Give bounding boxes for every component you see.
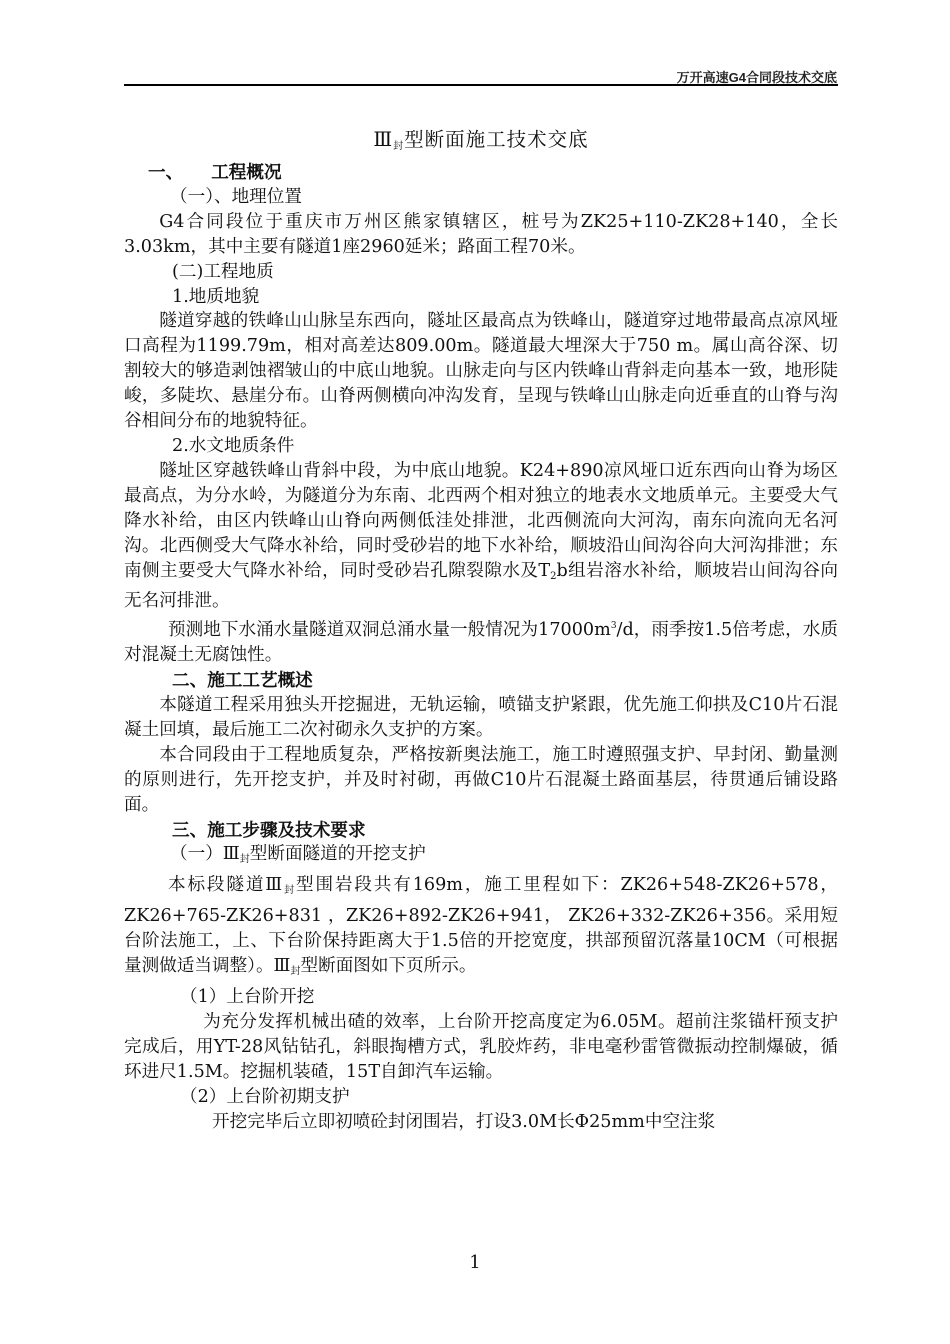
step-2-heading: （2）上台阶初期支护 xyxy=(180,1086,350,1107)
document-body xyxy=(124,160,838,1134)
paragraph-location: G4合同段位于重庆市万州区熊家镇辖区，桩号为ZK25+110-ZK28+140，全长3.03km，其中主要有隧道1座2960延米；路面工程70米。 xyxy=(124,211,838,257)
paragraph-step-1: 为充分发挥机械出碴的效率，上台阶开挖高度定为6.05M。超前注浆锚杆预支护完成后，用YT-28风钻钻孔，斜眼掏槽方式，乳胶炸药，非电毫秒雷管微振动控制爆破，循环进尺1.5M。挖掘机装碴，15T自卸汽车运输。 xyxy=(124,1011,838,1082)
page-number: 1 xyxy=(469,1252,481,1273)
item-landform: 1.地质地貌 xyxy=(172,286,260,307)
header-rule xyxy=(124,84,838,86)
section-1-number: 一、 xyxy=(148,162,184,182)
subheading-geology: (二)工程地质 xyxy=(172,261,274,282)
paragraph-process-1: 本隧道工程采用独头开挖掘进，无轨运输，喷锚支护紧跟，优先施工仰拱及C10片石混凝土回填，最后施工二次衬砌永久支护的方案。 xyxy=(124,695,838,740)
section-heading-1 xyxy=(124,160,838,185)
step-1-heading: （1）上台阶开挖 xyxy=(180,987,315,1007)
paragraph-step-2: 开挖完毕后立即初喷砼封闭围岩，打设3.0M长Φ25mm中空注浆 xyxy=(212,1111,716,1132)
paragraph-process-2: 本合同段由于工程地质复杂，严格按新奥法施工，施工时遵照强支护、早封闭、勤量测的原则进行，先开挖支护，并及时衬砌，再做C10片石混凝土路面基层，待贯通后铺设路面。 xyxy=(124,744,838,815)
paragraph-hydrology: 隧址区穿越铁峰山背斜中段，为中底山地貌。K24+890凉风垭口近东西向山脊为场区最高点，为分水岭，为隧道分为东南、北西两个相对独立的地表水文地质单元。主要受大气降水补给，由区内铁峰山山脊向两侧低洼处排泄，北西侧流向大河沟，南东向流向无名河沟。北西侧受大气降水补给，同时受砂岩的地下水补给，顺坡沿山间沟谷向大河沟排泄；东南侧主要受大气降水补给，同时受砂岩孔隙裂隙水及$T_2b$组岩溶水补给，顺坡岩山间沟谷向无名河排泄。 xyxy=(124,460,838,612)
title-subscript: 封 xyxy=(393,141,405,152)
subheading-location: （一）、地理位置 xyxy=(170,186,302,207)
paragraph-excavation: 本标段隧道$Ⅲ_封$型围岩段共有169m，施工里程如下：ZK26+548-ZK26+578，ZK26+765-ZK26+831 ，ZK26+892-ZK26+941， ZK26+332-ZK26+356。采用短台阶法施工，上、下台阶保持距离大于1.5倍的开挖宽度，拱部预留沉落量10CM（可根据量测做适当调整）。$Ⅲ_封$型断面图如下页所示。 xyxy=(124,875,839,978)
title-roman: Ⅲ xyxy=(373,128,394,151)
paragraph-landform: 隧道穿越的铁峰山山脉呈东西向，隧址区最高点为铁峰山，隧道穿过地带最高点凉风垭口高程为1199.79m，相对高差达809.00m。隧道最大埋深大于750 m。属山高谷深、切割较大的够造剥蚀褶皱山的中底山地貌。山脉走向与区内铁峰山背斜走向基本一致，地形陡峻，多陡坎、悬崖分布。山脊两侧横向冲沟发育，呈现与铁峰山山脉走向近垂直的山脊与沟谷相间分布的地貌特征。 xyxy=(124,311,838,432)
document-title xyxy=(124,124,838,152)
section-heading-3: 三、施工步骤及技术要求 xyxy=(172,819,366,840)
subheading-excavation: （一）$Ⅲ_封$型断面隧道的开挖支护 xyxy=(170,844,426,866)
paragraph-water-inflow: 预测地下水涌水量隧道双洞总涌水量一般情况为$17000m^3/d$，雨季按1.5倍考虑，水质对混凝土无腐蚀性。 xyxy=(124,620,839,666)
running-header: 万开高速G4合同段技术交底 xyxy=(676,70,837,85)
title-text: 型断面施工技术交底 xyxy=(404,128,589,151)
section-heading-2: 二、施工工艺概述 xyxy=(172,670,313,691)
section-1-title: 工程概况 xyxy=(211,162,282,182)
item-hydrology: 2.水文地质条件 xyxy=(172,435,295,456)
